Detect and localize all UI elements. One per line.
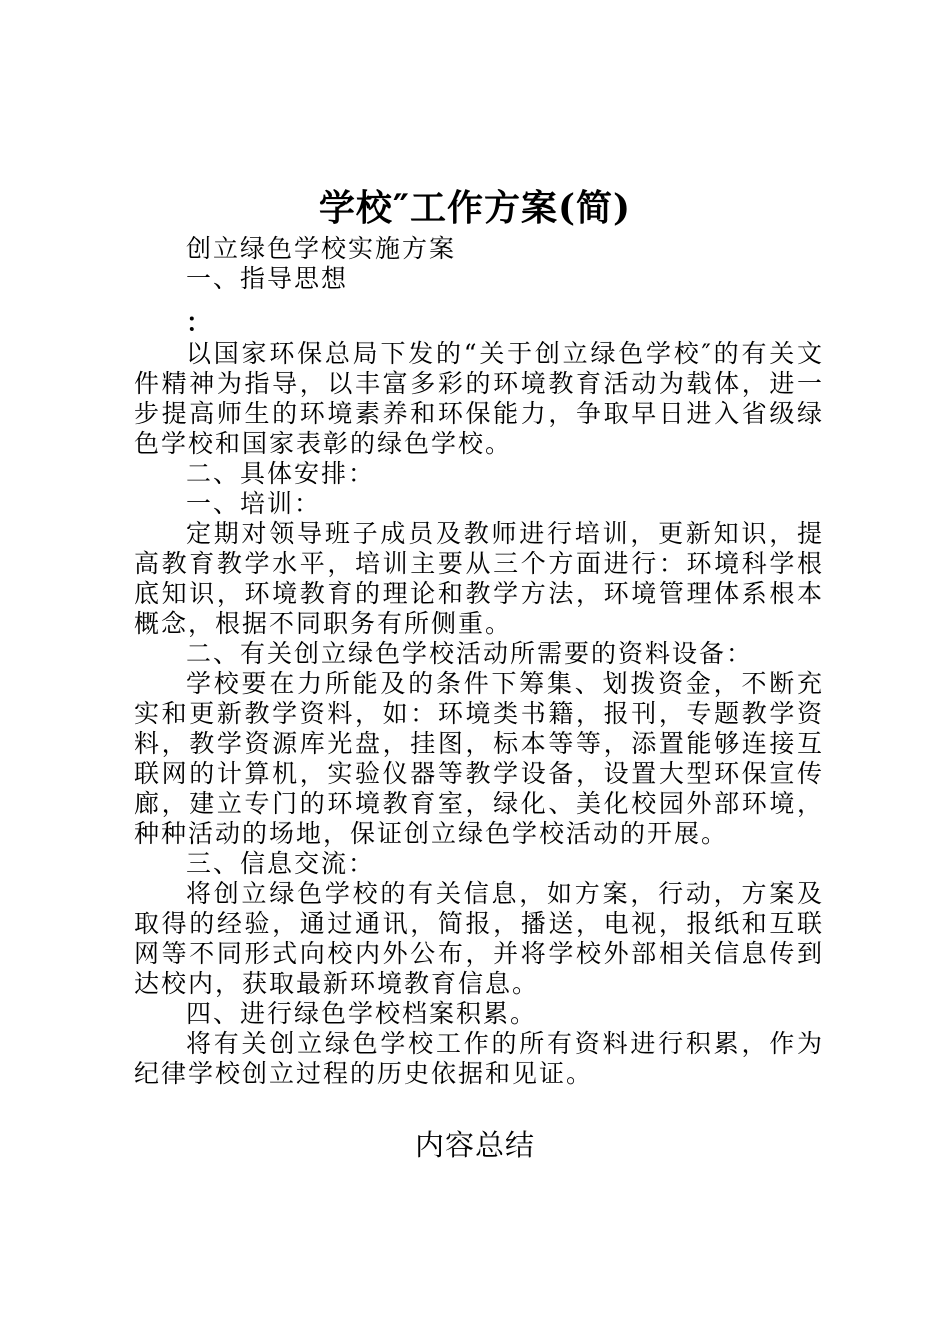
section-heading-guiding-ideology: 一、指导思想 <box>186 264 349 293</box>
paragraph-archives: 将有关创立绿色学校工作的所有资料进行积累，作为纪律学校创立过程的历史依据和见证。 <box>134 1029 824 1088</box>
section-heading-arrangements: 二、具体安排： <box>186 459 376 488</box>
subsection-heading-equipment: 二、有关创立绿色学校活动所需要的资料设备： <box>186 639 754 668</box>
colon-line: ： <box>186 308 214 337</box>
paragraph-training: 定期对领导班子成员及教师进行培训，更新知识，提高教育教学水平，培训主要从三个方面进行：环境科学根底知识，环境教育的理论和教学方法，环境管理体系根本概念，根据不同职务有所侧重。 <box>134 519 824 638</box>
document-title: 学校″工作方案(简) <box>318 187 632 229</box>
subsection-heading-archives: 四、进行绿色学校档案积累。 <box>186 999 538 1028</box>
paragraph-information: 将创立绿色学校的有关信息，如方案，行动，方案及取得的经验，通过通讯，简报，播送，电视，报纸和互联网等不同形式向校内外公布，并将学校外部相关信息传到达校内，获取最新环境教育信息。 <box>134 879 824 998</box>
paragraph-guiding-ideology: 以国家环保总局下发的“关于创立绿色学校″的有关文件精神为指导，以丰富多彩的环境教育活动为载体，进一步提高师生的环境素养和环保能力，争取早日进入省级绿色学校和国家表彰的绿色学校。 <box>134 339 824 458</box>
plan-heading: 创立绿色学校实施方案 <box>186 234 457 263</box>
summary-heading: 内容总结 <box>414 1128 535 1162</box>
document-body <box>134 234 824 1089</box>
paragraph-equipment: 学校要在力所能及的条件下筹集、划拨资金，不断充实和更新教学资料，如：环境类书籍，报刊，专题教学资料，教学资源库光盘，挂图，标本等等，添置能够连接互联网的计算机，实验仪器等教学设备，设置大型环保宣传廊，建立专门的环境教育室，绿化、美化校园外部环境，种种活动的场地，保证创立绿色学校活动的开展。 <box>134 669 824 848</box>
subsection-heading-information: 三、信息交流： <box>186 849 376 878</box>
subsection-heading-training: 一、培训： <box>186 489 322 518</box>
